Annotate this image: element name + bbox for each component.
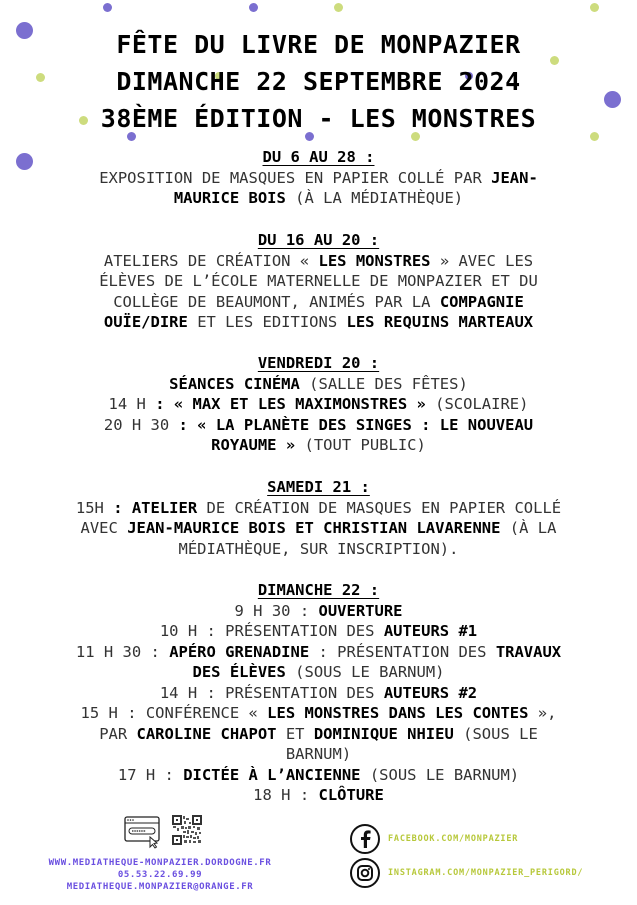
highlight-text: : ATELIER: [113, 498, 198, 517]
program-line: [20, 415, 617, 436]
title-line-edition: 38ÈME ÉDITION - LES MONSTRES: [100, 104, 537, 133]
program-line: [20, 292, 617, 313]
body-text: ATELIERS DE CRÉATION «: [103, 251, 319, 270]
body-text: »,: [528, 704, 557, 722]
facebook-icon[interactable]: [350, 824, 380, 854]
body-text: (À LA MÉDIATHÈQUE): [285, 189, 464, 207]
body-text: MÉDIATHÈQUE, SUR INSCRIPTION).: [178, 539, 459, 558]
program-line: [20, 601, 617, 622]
program-line: [20, 518, 617, 539]
body-text: 9 H 30 :: [234, 601, 319, 620]
body-text: 18 H :: [253, 786, 319, 804]
highlight-text: OUVERTURE: [318, 601, 403, 620]
body-text: ET: [276, 724, 314, 743]
facebook-row[interactable]: [350, 824, 518, 854]
highlight-text: LES REQUINS MARTEAUX: [346, 313, 534, 331]
program-line: [20, 312, 617, 333]
section-heading: DU 6 AU 28 :: [262, 148, 375, 166]
instagram-link[interactable]: INSTAGRAM.COM/MONPAZIER_PERIGORD/: [388, 868, 584, 878]
body-text: » AVEC LES: [430, 251, 534, 270]
section-exposition: [20, 147, 617, 209]
highlight-text: DES ÉLÈVES: [192, 663, 286, 681]
section-vendredi: [20, 353, 617, 456]
highlight-text: APÉRO GRENADINE: [169, 642, 310, 661]
program-line: [20, 394, 617, 415]
decorative-dot: [590, 3, 599, 12]
program-line: [20, 785, 617, 806]
body-text: (SOUS LE: [453, 724, 538, 743]
body-text: 11 H 30 :: [75, 642, 170, 661]
program-line: [20, 744, 617, 765]
highlight-text: CLÔTURE: [318, 786, 384, 804]
body-text: AVEC: [80, 519, 128, 537]
highlight-text: : « MAX ET LES MAXIMONSTRES »: [155, 395, 426, 413]
contact-block: [30, 815, 290, 893]
facebook-link[interactable]: FACEBOOK.COM/MONPAZIER: [388, 834, 519, 844]
body-text: : PRÉSENTATION DES: [309, 642, 496, 661]
decorative-dot: [103, 3, 112, 12]
program-line: [20, 724, 617, 745]
section-samedi: [20, 477, 617, 559]
title-line-event: FÊTE DU LIVRE DE MONPAZIER: [116, 30, 521, 59]
body-text: 14 H : PRÉSENTATION DES: [159, 683, 384, 702]
website-link[interactable]: WWW.MEDIATHEQUE-MONPAZIER.DORDOGNE.FR: [48, 858, 272, 868]
program-line: [20, 642, 617, 663]
browser-window-icon: [124, 815, 160, 851]
highlight-text: AUTEURS #2: [383, 683, 478, 702]
body-text: (TOUT PUBLIC): [295, 436, 426, 454]
highlight-text: : « LA PLANÈTE DES SINGES : LE NOUVEAU: [178, 415, 534, 434]
title-line-date: DIMANCHE 22 SEPTEMBRE 2024: [116, 67, 521, 96]
section-heading: DIMANCHE 22 :: [257, 581, 380, 599]
highlight-text: LES MONSTRES: [318, 251, 431, 270]
program-line: [20, 188, 617, 209]
body-text: 17 H :: [117, 765, 184, 784]
highlight-text: DOMINIQUE NHIEU: [313, 724, 454, 743]
poster-title: [0, 26, 637, 137]
highlight-text: LES MONSTRES DANS LES CONTES: [267, 704, 529, 722]
body-text: ÉLÈVES DE L’ÉCOLE MATERNELLE DE MONPAZIER ET DU: [99, 272, 538, 290]
program-line: [20, 662, 617, 683]
highlight-text: ROYAUME »: [211, 436, 296, 454]
section-heading: DU 16 AU 20 :: [257, 231, 380, 249]
body-text: (SCOLAIRE): [425, 395, 529, 413]
program-line: [20, 683, 617, 704]
body-text: 15H: [75, 498, 114, 517]
section-ateliers: [20, 230, 617, 333]
highlight-text: SÉANCES CINÉMA: [169, 374, 300, 393]
highlight-text: MAURICE BOIS: [173, 189, 286, 207]
program-line: [20, 539, 617, 560]
decorative-dot: [249, 3, 258, 12]
body-text: COLLÈGE DE BEAUMONT, ANIMÉS PAR LA: [113, 292, 440, 311]
body-text: ET LES EDITIONS: [187, 313, 347, 331]
body-text: 20 H 30: [103, 415, 179, 434]
program-line: [20, 703, 617, 724]
program-line: [20, 765, 617, 786]
highlight-text: AUTEURS #1: [383, 622, 478, 640]
highlight-text: OUÏE/DIRE: [103, 313, 188, 331]
body-text: PAR: [99, 724, 137, 743]
body-text: 15 H : CONFÉRENCE «: [80, 704, 268, 722]
decorative-dot: [334, 3, 343, 12]
highlight-text: DICTÉE À L’ANCIENNE: [183, 765, 361, 784]
email-link[interactable]: MEDIATHEQUE.MONPAZIER@ORANGE.FR: [66, 882, 254, 892]
body-text: (À LA: [500, 519, 557, 537]
body-text: EXPOSITION DE MASQUES EN PAPIER COLLÉ PAR: [99, 168, 492, 187]
body-text: 14 H: [108, 395, 156, 413]
section-heading: SAMEDI 21 :: [267, 478, 370, 496]
body-text: (SOUS LE BARNUM): [285, 663, 445, 681]
qr-code-icon: [172, 815, 202, 851]
highlight-text: CAROLINE CHAPOT: [136, 724, 277, 743]
section-dimanche: [20, 580, 617, 806]
highlight-text: TRAVAUX: [495, 642, 562, 661]
program-line: [20, 251, 617, 272]
instagram-row[interactable]: [350, 858, 583, 888]
highlight-text: JEAN-: [491, 168, 538, 187]
body-text: 10 H : PRÉSENTATION DES: [159, 622, 384, 640]
body-text: (SOUS LE BARNUM): [360, 765, 520, 784]
instagram-icon[interactable]: [350, 858, 380, 888]
body-text: BARNUM): [285, 745, 352, 763]
program-line: [20, 435, 617, 456]
section-heading: VENDREDI 20 :: [257, 354, 380, 372]
program-line: [20, 168, 617, 189]
highlight-text: COMPAGNIE: [439, 292, 524, 311]
body-text: DE CRÉATION DE MASQUES EN PAPIER COLLÉ: [197, 498, 562, 517]
program-line: [20, 621, 617, 642]
highlight-text: JEAN-MAURICE BOIS ET CHRISTIAN LAVARENNE: [127, 519, 501, 537]
body-text: (SALLE DES FÊTES): [299, 374, 468, 393]
program-line: [20, 271, 617, 292]
program-line: [20, 498, 617, 519]
phone-number: 05.53.22.69.99: [117, 870, 203, 880]
program-line: [20, 374, 617, 395]
